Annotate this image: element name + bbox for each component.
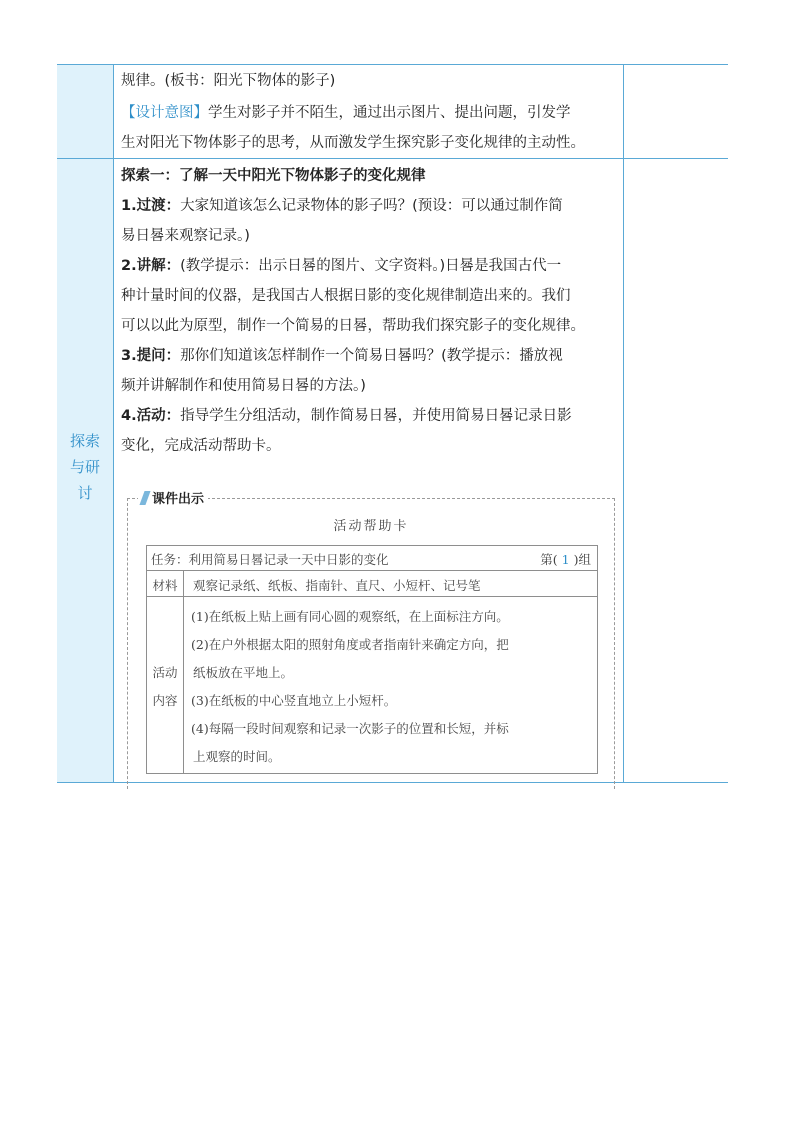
item2-line1: (教学提示：出示日晷的图片、文字资料。)日晷是我国古代一 (180, 258, 562, 274)
slash-icon (139, 491, 150, 505)
item1-line1: 大家知道该怎么记录物体的影子吗？(预设：可以通过制作简 (180, 198, 563, 214)
table-top-border (57, 64, 728, 65)
item2-line2: 种计量时间的仪器，是我国古人根据日影的变化规律制造出来的。我们 (121, 288, 571, 304)
item1-label: 1.过渡： (121, 198, 181, 214)
content-label-2: 内容 (152, 693, 178, 708)
courseware-tag-text: 课件出示 (152, 492, 205, 507)
materials-label: 材料 (152, 578, 178, 593)
item2-label: 2.讲解： (121, 258, 181, 274)
item3-line1: 那你们知道该怎样制作一个简易日晷吗？(教学提示：播放视 (180, 348, 563, 364)
explore-content (121, 163, 619, 459)
content-row (146, 596, 598, 774)
section-label-line3: 讨 (77, 484, 93, 502)
group-number: 1 (561, 552, 570, 567)
step-2-line2: 纸板放在平地上。 (193, 665, 294, 680)
design-intent-text-1: 学生对影子并不陌生，通过出示图片、提出问题，引发学 (208, 105, 571, 121)
row-divider (57, 158, 728, 159)
item3-line2: 频并讲解制作和使用简易日晷的方法。) (121, 378, 366, 394)
content-label (147, 659, 183, 715)
top-line-1: 规律。(板书：阳光下物体的影子) (121, 73, 336, 89)
section-label-line2: 与研 (69, 458, 100, 476)
task-text: 任务：利用简易日晷记录一天中日影的变化 (151, 552, 389, 567)
step-3: (3)在纸板的中心竖直地立上小短杆。 (191, 693, 397, 708)
step-4-line1: (4)每隔一段时间观察和记录一次影子的位置和长短，并标 (191, 721, 509, 736)
col-divider-2 (623, 64, 624, 783)
item4-line1: 指导学生分组活动，制作简易日晷，并使用简易日晷记录日影 (180, 408, 572, 424)
step-4-line2: 上观察的时间。 (193, 749, 281, 764)
materials-row (146, 570, 598, 597)
section-label-line1: 探索 (69, 432, 100, 450)
explore-heading: 探索一：了解一天中阳光下物体影子的变化规律 (121, 168, 426, 184)
task-row (146, 545, 598, 571)
item2-line3: 可以以此为原型，制作一个简易的日晷，帮助我们探究影子的变化规律。 (121, 318, 585, 334)
group-indicator (540, 550, 591, 568)
materials-text: 观察记录纸、纸板、指南针、直尺、小短杆、记号笔 (193, 578, 481, 593)
label-cell-top (57, 64, 113, 158)
step-1: (1)在纸板上贴上画有同心圆的观察纸，在上面标注方向。 (191, 609, 509, 624)
item4-line2: 变化，完成活动帮助卡。 (121, 438, 281, 454)
design-intent-label: 【设计意图】 (121, 105, 208, 121)
lesson-table (57, 64, 728, 783)
group-prefix: 第( (540, 552, 558, 567)
group-suffix: )组 (573, 552, 591, 567)
item1-line2: 易日晷来观察记录。) (121, 228, 250, 244)
card-title: 活动帮助卡 (333, 519, 409, 534)
item4-label: 4.活动： (121, 408, 181, 424)
label-cell-explore (57, 158, 113, 783)
item3-label: 3.提问： (121, 348, 181, 364)
steps (191, 603, 595, 771)
step-2-line1: (2)在户外根据太阳的照射角度或者指南针来确定方向，把 (191, 637, 509, 652)
courseware-box (127, 492, 615, 789)
content-label-1: 活动 (152, 665, 178, 680)
col-divider-1 (113, 64, 114, 783)
top-content (121, 68, 619, 156)
design-intent-text-2: 生对阳光下物体影子的思考，从而激发学生探究影子变化规律的主动性。 (121, 135, 585, 151)
courseware-tag (138, 488, 208, 507)
design-intent (121, 100, 619, 126)
